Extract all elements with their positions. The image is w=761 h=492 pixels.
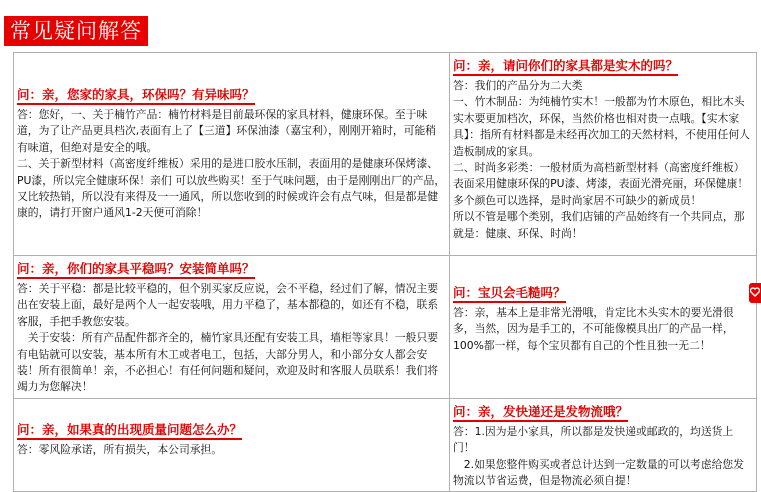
faq-question: 问：亲，你们的家具平稳吗？安装简单吗？: [17, 261, 255, 279]
faq-cell: [450, 398, 757, 492]
faq-cell: [14, 256, 450, 399]
faq-table: [13, 52, 757, 492]
faq-answer-paragraph: 答：零风险承诺，所有损失，本公司承担。: [17, 442, 223, 456]
page-title-banner: 常见疑问解答: [4, 16, 148, 46]
faq-answer: [453, 78, 753, 242]
faq-answer: [17, 281, 446, 396]
faq-cell: [14, 53, 450, 256]
faq-answer-paragraph: 一、竹木制品：为纯楠竹实木！一般都为竹木原色，相比木头实木要更加档次，环保，当然价格也相对贵一点哦。【实木家具】：指所有材料都是未经再次加工的天然材料，不使用任何人造板制成的家具。: [453, 95, 750, 158]
faq-cell: [14, 398, 450, 492]
faq-answer-paragraph: 答：我们的产品分为二大类: [453, 79, 583, 92]
faq-answer-paragraph: 答：1.因为是小家具，所以都是发快递或邮政的，均送货上门！: [453, 424, 734, 455]
faq-answer: [453, 305, 753, 354]
faq-answer-paragraph: 二、关于新型材料（高密度纤维板）采用的是进口胶水压制，表面用的是健康环保烤漆、PU漆，所以完全健康环保！亲们 可以放些购买！至于气味问题，由于是刚刚出厂的产品，又比较热销，所以没有来得及一一通风，所以您收到的时候或许会有点气味，但是都是健康的，请打开窗户通风1-2天便可消除！: [17, 157, 446, 220]
faq-answer-paragraph: 答：您好，一、关于楠竹产品：楠竹材料是目前最环保的家具材料，健康环保。至于味道，为了让产品更具档次,表面有上了【三道】环保油漆（嘉宝利），刚刚开箱时，可能稍有味道，但绝对是安全的哦。: [17, 108, 437, 154]
faq-answer: [17, 442, 446, 458]
faq-answer: [453, 424, 753, 490]
faq-answer-paragraph: 答：亲，基本上是非常光滑哦，肯定比木头实木的要光滑很多，当然，因为是手工的，不可能像模具出厂的产品一样，100%都一样，每个宝贝都有自己的个性且独一无二！: [453, 306, 734, 352]
faq-question: 问：亲，您家的家具，环保吗？有异味吗？: [17, 87, 255, 105]
faq-cell: [450, 53, 757, 256]
faq-answer-paragraph: 所以不管是哪个类别，我们店铺的产品始终有一个共同点，那就是：健康、环保、时尚！: [453, 210, 745, 240]
faq-question: 问：宝贝会毛糙吗？: [453, 285, 566, 303]
faq-answer-paragraph: 关于安装：所有产品配件都齐全的，楠竹家具还配有安装工具，墙柜等家具！一般只要有电钻就可以安装，基本所有木工或者电工，包括，大部分男人，和小部分女人都会安装！所有很简单！亲，不必担心！有任何问题和疑问，欢迎及时和客服人员联系！我们将竭力为您解决！: [17, 331, 439, 394]
faq-question: 问：亲，请问你们的家具都是实木的吗？: [453, 58, 678, 76]
faq-question: 问：亲，发快递还是发物流哦？: [453, 404, 628, 422]
heart-icon[interactable]: [749, 283, 761, 303]
faq-answer-paragraph: 2.如果您整件购买或者总计达到一定数量的可以考虑给您发物流以节省运费，但是物流必须自提！: [453, 457, 745, 488]
faq-answer-paragraph: 二、时尚多彩类：一般材质为高档新型材料（高密度纤维板）表面采用健康环保的PU漆、烤漆，表面光滑亮丽，环保健康！多个颜色可以选择，是时尚家居不可缺少的新成员！: [453, 161, 749, 207]
faq-answer: [17, 107, 446, 222]
faq-answer-paragraph: 答：关于平稳：都是比较平稳的，但个别买家反应说，会不平稳，经过们了解，情况主要出在安装上面，最好是两个人一起安装哦，用力平稳了，基本都稳的，如还有不稳，联系客服，手把手教您安装。: [17, 282, 439, 328]
faq-question: 问：亲，如果真的出现质量问题怎么办？: [17, 422, 242, 440]
faq-cell: [450, 256, 757, 399]
